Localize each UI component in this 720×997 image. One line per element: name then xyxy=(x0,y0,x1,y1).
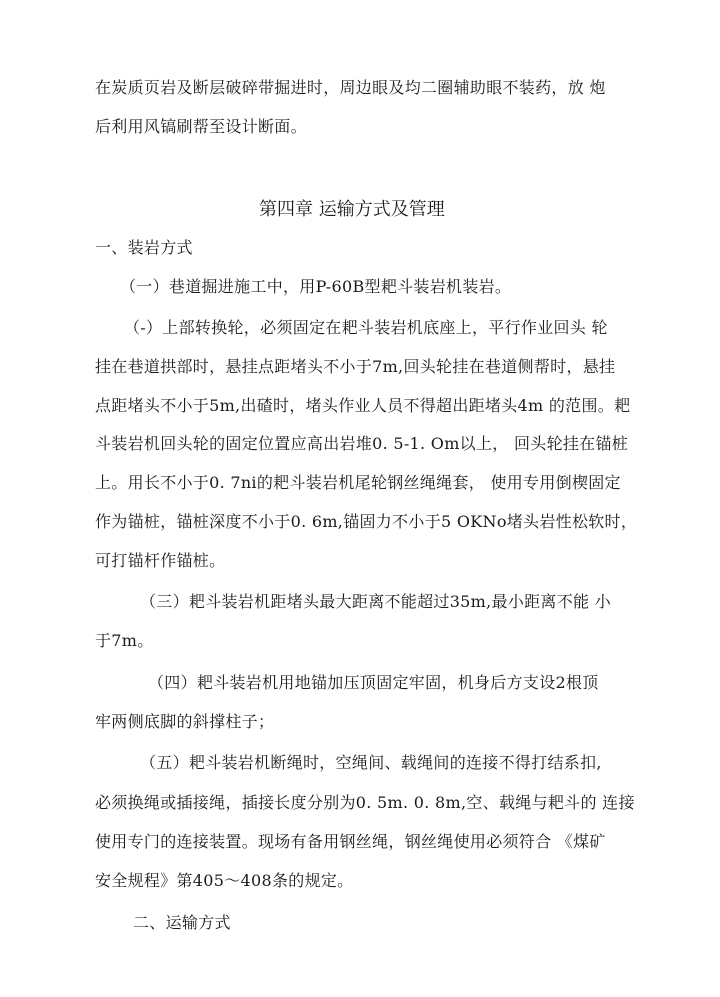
chapter-title: 第四章 运输方式及管理 xyxy=(259,199,445,220)
paragraph-line: 安全规程》第405～408条的规定。 xyxy=(95,871,354,890)
paragraph-line: 必须换绳或插接绳，插接长度分别为0. 5m. 0. 8m,空、载绳与耙斗的 连接 xyxy=(95,793,635,812)
paragraph-line: 在炭质页岩及断层破碎带掘进时，周边眼及均二圈辅助眼不装药，放 炮 xyxy=(95,78,606,97)
section-title: 二、运输方式 xyxy=(133,913,231,932)
paragraph-line: 斗装岩机回头轮的固定位置应高出岩堆0. 5-1. Om以上， 回头轮挂在锚桩 xyxy=(95,434,629,453)
section-title: 一、装岩方式 xyxy=(95,238,193,257)
paragraph-line: 作为锚桩，锚桩深度不小于0. 6m,锚固力不小于5 OKNo堵头岩性松软时， xyxy=(95,512,638,531)
paragraph-line: 点距堵头不小于5m,出碴时，堵头作业人员不得超出距堵头4m 的范围。耙 xyxy=(95,396,631,415)
paragraph-line: （-）上部转换轮，必须固定在耙斗装岩机底座上，平行作业回头 轮 xyxy=(124,318,608,337)
paragraph-line: 挂在巷道拱部时，悬挂点距堵头不小于7m,回头轮挂在巷道侧帮时，悬挂 xyxy=(95,357,616,376)
paragraph-line: （五）耙斗装岩机断绳时，空绳间、载绳间的连接不得打结系扣, xyxy=(140,753,602,772)
paragraph-line: （四）耙斗装岩机用地锚加压顶固定牢固，机身后方支设2根顶 xyxy=(148,673,599,692)
paragraph-line: 牢两侧底脚的斜撑柱子； xyxy=(95,712,275,731)
paragraph-line: 上。用长不小于0. 7ni的耙斗装岩机尾轮钢丝绳绳套， 使用专用倒楔固定 xyxy=(95,473,621,492)
paragraph-line: 于7m。 xyxy=(95,631,154,650)
paragraph-line: 使用专门的连接装置。现场有备用钢丝绳，钢丝绳使用必须符合 《煤矿 xyxy=(95,832,606,851)
paragraph-line: （三）耙斗装岩机距堵头最大距离不能超过35m,最小距离不能 小 xyxy=(140,592,612,611)
list-item: （一）巷道掘进施工中，用P-60B型耙斗装岩机装岩。 xyxy=(120,277,512,296)
paragraph-line: 后利用风镐刷帮至设计断面。 xyxy=(95,117,307,136)
paragraph-line: 可打锚杆作锚桩。 xyxy=(95,551,226,570)
